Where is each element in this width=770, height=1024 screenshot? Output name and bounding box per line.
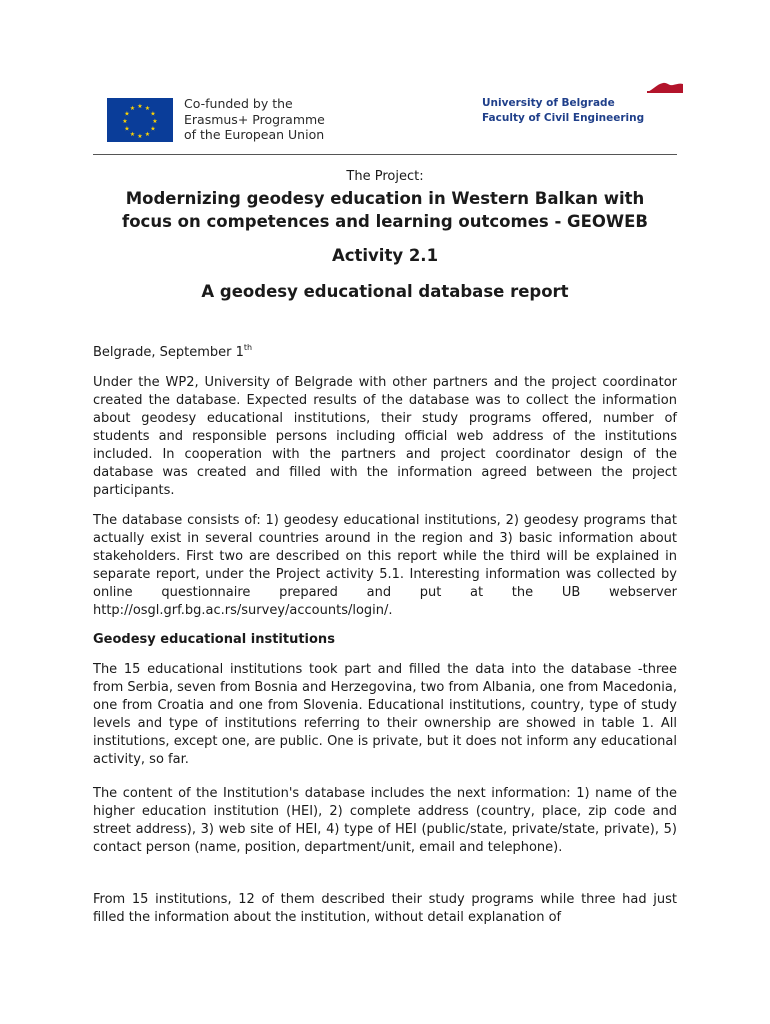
- eu-stars-icon: [107, 98, 173, 142]
- svg-text:★: ★: [122, 118, 128, 125]
- paragraph-intro: Under the WP2, University of Belgrade with other partners and the project coordinator created the database. Expected results of the database was to collect the information about geodesy educational institutions, their study programs offered, number of students and responsible persons including official web address of the institutions included. In cooperation with the partners and project coordinator design of the database was created and filled with the information agreed between the project participants.: [93, 375, 677, 498]
- paragraph-programs: From 15 institutions, 12 of them described their study programs while three had just filled the information about the institution, without detail explanation of: [93, 892, 677, 925]
- svg-text:★: ★: [150, 125, 156, 133]
- svg-text:★: ★: [150, 110, 156, 118]
- university-block: [482, 96, 702, 126]
- project-label: The Project:: [346, 169, 424, 184]
- section-heading: Geodesy educational institutions: [93, 632, 335, 647]
- paragraph-database: The database consists of: 1) geodesy educational institutions, 2) geodesy programs that actually exist in several countries around in the region and 3) basic information about stakeholders. First two are described on this report while the third will be explained in separate report, under the Project activity 5.1. Interesting information was collected by online questionnaire prepared and put at the UB webserver http://osgl.grf.bg.ac.rs/survey/accounts/login/.: [93, 513, 677, 618]
- svg-text:★: ★: [124, 125, 130, 133]
- svg-text:★: ★: [137, 103, 143, 110]
- dateline-suffix: th: [243, 343, 253, 352]
- project-title-line-2: focus on competences and learning outcomes - GEOWEB: [122, 211, 648, 231]
- paragraph-institutions: The 15 educational institutions took part and filled the data into the database -three from Serbia, seven from Bosnia and Herzegovina, two from Albania, one from Macedonia, one from Croatia and one from Slovenia. Educational institutions, country, type of study levels and type of institutions referring to their ownership are showed in table 1. All institutions, except one, are public. One is private, but it does not inform any educational activity, so far.: [93, 662, 677, 767]
- dateline-text: Belgrade, September 1: [93, 345, 244, 360]
- report-title: A geodesy educational database report: [201, 282, 569, 301]
- svg-text:★: ★: [129, 131, 136, 138]
- svg-text:★: ★: [144, 105, 151, 112]
- activity-title: Activity 2.1: [331, 246, 439, 265]
- svg-text:★: ★: [129, 105, 136, 112]
- eu-line-3: of the European Union: [184, 127, 325, 142]
- svg-text:★: ★: [144, 131, 151, 138]
- erasmus-cofunded-text: [184, 96, 354, 143]
- paragraph-content: The content of the Institution's database includes the next information: 1) name of the higher education institution (HEI), 2) complete address (country, place, zip code and street address), 3) web site of HEI, 4) type of HEI (public/state, private/state, private), 5) contact person (name, position, department/unit, email and telephone).: [93, 786, 677, 855]
- header-divider: [93, 154, 677, 155]
- svg-text:★: ★: [124, 110, 130, 118]
- svg-text:★: ★: [137, 133, 143, 140]
- university-name: University of Belgrade: [482, 97, 615, 109]
- university-logo-icon: [647, 80, 683, 94]
- eu-flag-logo: [107, 98, 173, 142]
- eu-line-1: Co-funded by the: [184, 96, 293, 111]
- svg-text:★: ★: [152, 118, 158, 125]
- faculty-name: Faculty of Civil Engineering: [482, 112, 645, 124]
- dateline: [93, 344, 677, 362]
- project-title: [93, 188, 677, 233]
- project-title-line-1: Modernizing geodesy education in Western Balkan with: [125, 189, 645, 208]
- eu-line-2: Erasmus+ Programme: [184, 111, 325, 127]
